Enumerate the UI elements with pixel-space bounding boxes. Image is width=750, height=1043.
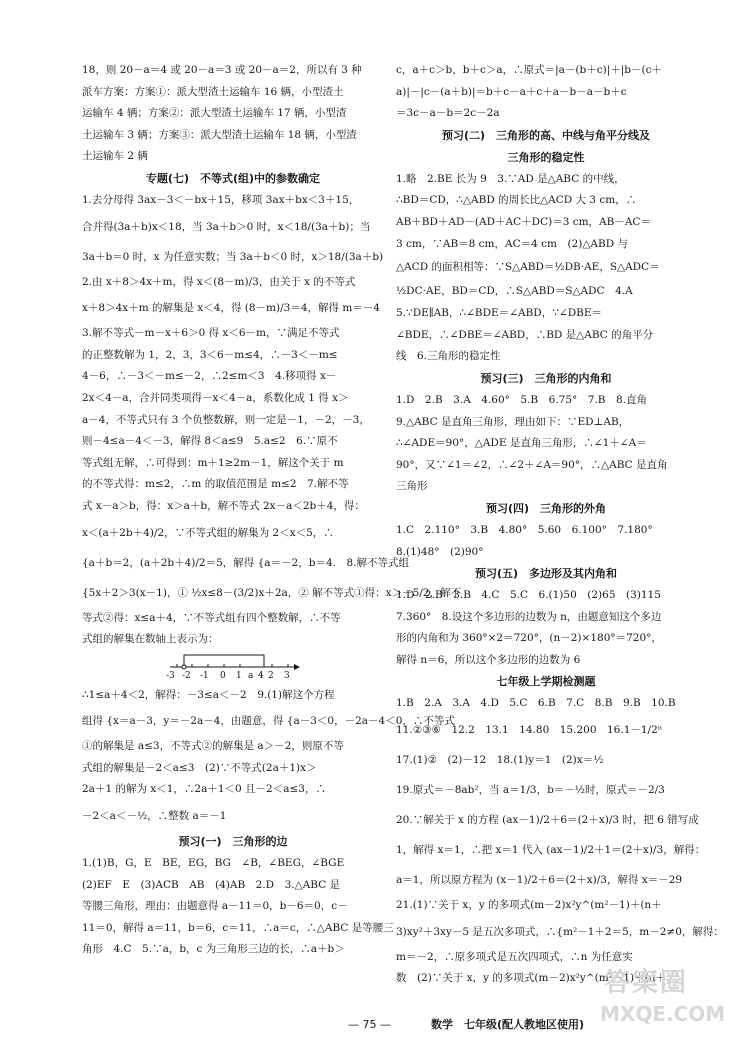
section-heading-preview2-cont: 三角形的稳定性: [507, 150, 585, 164]
text-line: 的不等式得：m≤2，∴m 的取值范围是 m≤2 7.解不等: [82, 478, 349, 491]
text-line: a＝1，所以原方程为 (x－1)/2＋6＝(2＋x)/3，解得 x＝－29: [396, 874, 683, 887]
number-line-graphic: [82, 653, 384, 673]
text-line: 1.略 2.BE 长为 9 3.∵AD 是△ABC 的中线，: [396, 172, 625, 185]
section-heading-preview3: 预习(三) 三角形的内角和: [480, 371, 612, 385]
text-line: 运输车 4 辆；方案②：派大型渣土运输车 17 辆，小型渣: [82, 107, 347, 120]
text-line: 1.C 2.110° 3.B 4.80° 5.60 6.100° 7.180°: [396, 523, 653, 536]
text-line: 1.D 2.B 3.B 4.C 5.C 6.(1)50 (2)65 (3)115: [396, 589, 661, 602]
section-heading-topic7: 专题(七) 不等式(组)中的参数确定: [145, 171, 321, 185]
text-line: 等腰三角形，理由：由题意得 a－11＝0，b－6＝0，c－: [82, 900, 348, 913]
text-line: 则－4≤a－4＜－3，解得 8＜a≤9 5.a≤2 6.∵原不: [82, 435, 338, 448]
tick-label: 3: [284, 670, 290, 681]
text-line: 3)xy²＋3xy－5 是五次多项式，∴{m²－1＋2＝5，m－2≠0，解得：: [396, 925, 724, 938]
text-line: x＜(a＋2b＋4)/2，∵不等式组的解集为 2＜x＜5，∴: [82, 526, 334, 539]
text-line: 1.去分母得 3ax－3＜－bx＋15，移项 3ax＋bx＜3＋15，: [82, 193, 360, 206]
text-line: 式组的解集在数轴上表示为：: [82, 633, 219, 646]
text-line: 3a＋b＝0 时，x 为任意实数；当 3a＋b＜0 时，x＞18/(3a＋b): [82, 250, 384, 263]
text-line: 派车方案：方案①：派大型渣土运输车 16 辆，小型渣土: [82, 85, 344, 98]
text-line: 土运输车 3 辆；方案③：派大型渣土运输车 18 辆，小型渣: [82, 128, 357, 141]
section-heading-preview5: 预习(五) 多边形及其内角和: [474, 567, 618, 581]
text-line: m＝－2，∴原多项式是五次四项式，∴n 为任意实: [396, 950, 633, 963]
text-line: 合并得(3a＋b)x＜18，当 3a＋b＞0 时，x＜18/(3a＋b)；当: [82, 220, 371, 233]
watermark-logo: [600, 962, 730, 1032]
text-line: △ACD 的面积相等：∵S△ABD＝½DB·AE，S△ADC＝: [396, 261, 660, 274]
term-test-answers: [396, 693, 724, 989]
text-line: 17.(1)② (2)－12 18.(1)y＝1 (2)x＝½: [396, 754, 604, 767]
preview3-answers: [396, 390, 696, 498]
text-line: 数 (2)∵关于 x，y 的多项式(m－2)x²y^(m²－1)＋(n＋: [396, 972, 666, 985]
text-line: a)|－|c－(a＋b)|＝b＋c－a＋c＋a－b－a－b＋c: [396, 85, 627, 98]
tick-label: -1: [200, 670, 209, 681]
section-heading-preview4: 预习(四) 三角形的外角: [485, 501, 607, 515]
text-line: 式组的解集是－2＜a≤3 (2)∵不等式(2a＋1)x＞: [82, 761, 317, 774]
tick-label: 0: [220, 670, 226, 681]
text-line: 角形 4.C 5.∵a，b，c 为三角形三边的长，∴a＋b＞: [82, 943, 345, 956]
preview1-tail: [396, 60, 696, 125]
section-heading-preview1: 预习(一) 三角形的边: [178, 835, 288, 849]
tick-label: -3: [166, 670, 175, 681]
tick-label: 1: [236, 670, 242, 681]
text-line: ∴BD＝CD，∴△ABD 的周长比△ACD 大 3 cm，∴: [396, 194, 637, 207]
text-line: ①的解集是 a≤3，不等式②的解集是 a＞－2，则原不等: [82, 740, 344, 753]
text-line: ＝3c－a－b＝2c－2a: [396, 107, 500, 120]
text-line: 土运输车 2 辆: [82, 150, 148, 163]
text-line: ∴∠ADE＝90°，△ADE 是直角三角形，∴∠1＋∠A＝: [396, 437, 647, 450]
text-line: 2x＜4－a，合并同类项得－x＜4－a，系数化成 1 得 x＞: [82, 391, 349, 404]
text-line: 线 6.三角形的稳定性: [396, 350, 501, 363]
equation-system: {5x＋2＞3(x－1)，① ½x≤8－(3/2)x＋2a，② 解不等式①得：x＞－5/2，解不: [82, 586, 461, 599]
number-line: [82, 653, 384, 683]
right-column: [396, 60, 724, 990]
preview1-answers: [82, 853, 394, 961]
text-line: (2)EF E (3)ACB AB (4)AB 2.D 3.△ABC 是: [82, 878, 341, 891]
watermark-text-top: 答案圈: [604, 968, 689, 998]
text-line: 11.②③⑥ 12.2 13.1 14.80 15.200 16.1－1/2ⁿ: [396, 724, 663, 737]
text-line: ∴1≤a＋4＜2，解得：－3≤a＜－2 9.(1)解这个方程: [82, 688, 335, 701]
text-line: 等式②得：x≤a＋4，∵不等式组有四个整数解，∴不等: [82, 611, 341, 624]
text-line: 9.△ABC 是直角三角形，理由如下：∵ED⊥AB，: [396, 415, 630, 428]
text-line: 2a＋1 的解为 x＜1，∴2a＋1＜0 且－2＜a≤3，∴: [82, 783, 326, 796]
text-line: －2＜a＜－½，∴整数 a＝－1: [82, 810, 227, 823]
text-line: 11＝0，解得 a＝11，b＝6，c＝11，∴a＝c，∴△ABC 是等腰三: [82, 921, 394, 934]
text-line: 1.D 2.B 3.A 4.60° 5.B 6.75° 7.B 8.直角: [396, 393, 648, 406]
section-heading-term-test: 七年级上学期检测题: [496, 675, 596, 689]
text-line: AB＋BD＋AD－(AD＋AC＋DC)＝3 cm，AB－AC＝: [396, 215, 651, 228]
book-subject: 数学 七年级(配人教地区使用): [431, 1018, 585, 1031]
text-line: 解得 n＝6，所以这个多边形的边数为 6: [396, 653, 581, 666]
topic6-tail: [82, 60, 384, 168]
tick-label: -2: [182, 670, 191, 681]
equation-system: {a＋b＝2，(a＋2b＋4)/2＝5，解得 {a＝－2，b＝4. 8.解不等式组: [82, 556, 409, 569]
preview4-answers: [396, 520, 696, 563]
text-line: 三角形: [396, 480, 428, 493]
text-line: ∠BDE，∴∠DBE＝∠ABD，∴BD 是△ABC 的角平分: [396, 328, 654, 341]
text-line: x＋8＞4x＋m 的解集是 x＜4，得 (8－m)/3＝4，解得 m＝－4: [82, 302, 380, 315]
tick-label: 4: [258, 670, 264, 681]
preview2-answers: [396, 169, 696, 368]
text-line: 的正整数解为 1，2，3，3＜6－m≤4，∴－3＜－m≤: [82, 348, 338, 361]
text-line: 等式组无解，∴可得到：m＋1≥2m－1，解这个关于 m: [82, 456, 344, 469]
page-number: — 75 —: [348, 1018, 391, 1031]
text-line: 21.(1)∵关于 x，y 的多项式(m－2)x²y^(m²－1)＋(n＋: [396, 899, 662, 912]
text-line: 5.∵DE∥AB，∴∠BDE＝∠ABD，∵∠DBE＝: [396, 307, 603, 320]
text-line: a－4，不等式只有 3 个负整数解，则一定是－1，－2，－3，: [82, 413, 370, 426]
text-line: 2.由 x＋8＞4x＋m，得 x＜(8－m)/3，由关于 x 的不等式: [82, 275, 356, 288]
text-line: 8.(1)48° (2)90°: [396, 545, 484, 558]
text-line: 组得 {x＝a－3，y＝－2a－4，由题意，得 {a－3＜0，－2a－4＜0，∴不等式: [82, 715, 455, 728]
text-line: 3.解不等式－m－x＋6＞0 得 x＜6－m，∵满足不等式: [82, 327, 340, 340]
text-line: c，a＋c＞b，b＋c＞a，∴原式＝|a－(b＋c)|＋|b－(c＋: [396, 64, 662, 76]
section-heading-preview2: 预习(二) 三角形的高、中线与角平分线及: [441, 128, 651, 142]
text-line: 3 cm，∵AB＝8 cm，AC＝4 cm (2)△ABD 与: [396, 237, 628, 250]
watermark-text-bottom: MXQE.COM: [600, 1002, 726, 1026]
text-line: 1，解得 x＝1，∴把 x＝1 代入 (ax－1)/2＋1＝(2＋x)/3，解得：: [396, 844, 706, 857]
text-line: 1.(1)B，G，E BE，EG，BG ∠B，∠BEG，∠BGE: [82, 857, 345, 870]
text-line: 18，则 20－a＝4 或 20－a＝3 或 20－a＝2，所以有 3 种: [82, 64, 362, 76]
tick-label: a: [248, 670, 254, 681]
tick-label: 2: [268, 670, 274, 681]
text-line: 形的内角和为 360°×2＝720°，(n－2)×180°＝720°，: [396, 632, 662, 645]
text-line: 4－6，∴－3＜－m≤－2，∴2≤m＜3 4.移项得 x－: [82, 370, 337, 383]
text-line: 式 x－a＞b，得：x＞a＋b，解不等式 2x－a＜2b＋4，得：: [82, 499, 365, 512]
text-line: 1.B 2.A 3.A 4.D 5.C 6.B 7.C 8.B 9.B 10.B: [396, 697, 676, 710]
text-line: 19.原式＝－8ab²，当 a＝1/3，b＝－½时，原式＝－2/3: [396, 784, 665, 797]
preview5-answers: [396, 585, 696, 671]
text-line: ½DC·AE，BD＝CD，∴S△ABD＝S△ADC 4.A: [396, 285, 633, 298]
text-line: 90°，又∵∠1＝∠2，∴∠2＋∠A＝90°，∴△ABC 是直角: [396, 458, 668, 471]
text-line: 7.360° 8.设这个多边形的边数为 n，由题意知这个多边: [396, 610, 662, 623]
text-line: 20.∵解关于 x 的方程 (ax－1)/2＋6＝(2＋x)/3 时，把 6 错写成: [396, 814, 699, 827]
number-line-labels: [82, 671, 384, 683]
